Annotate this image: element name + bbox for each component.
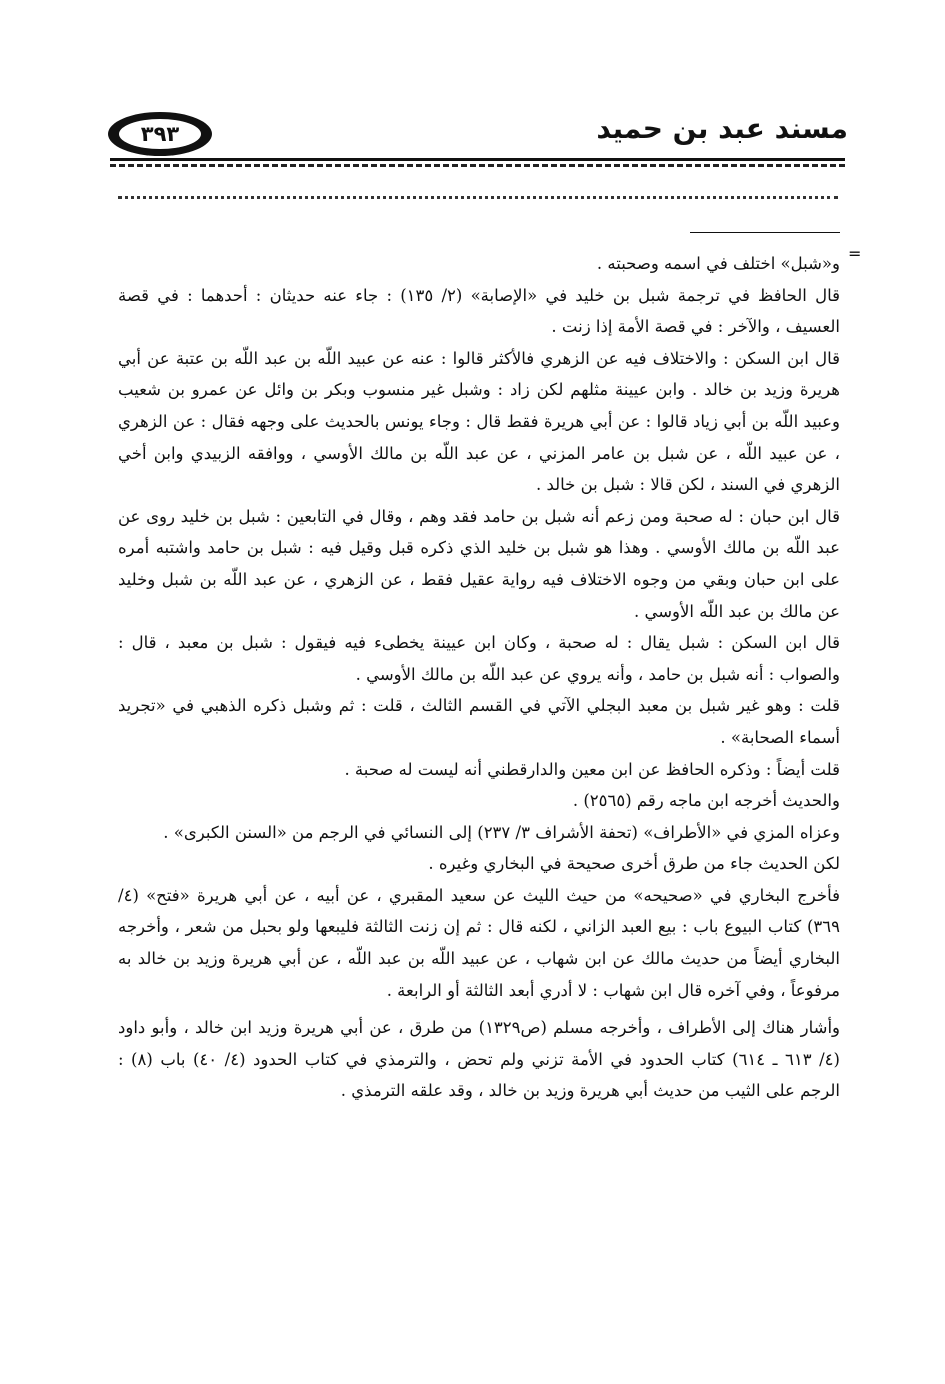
paragraph: قال ابن حبان : له صحبة ومن زعم أنه شبل بن حامد فقد وهم ، وقال في التابعين : شبل بن خليد روى عن عبد اللّه بن مالك الأوسي . وهذا هو شبل بن خليد الذي ذكره قبل وقيل فيه : شبل بن حامد واشتبه أمره على ابن حبان وبقي من وجوه الاختلاف فيه رواية عقيل فقط ، عن الزهري ، عن عبد اللّه بن شبل وخليد عن مالك بن عبد اللّه الأوسي . [118, 506, 840, 621]
paragraph: والحديث أخرجه ابن ماجه رقم (٢٥٦٥) . [572, 791, 840, 811]
paragraph: لكن الحديث جاء من طرق أخرى صحيحة في البخاري وغيره . [428, 854, 840, 874]
page-header [108, 108, 848, 160]
continuation-mark: = [848, 244, 862, 263]
paragraph: وعزاه المزي في «الأطراف» (تحفة الأشراف ٣/ ٢٣٧) إلى النسائي في الرجم من «السنن الكبرى» . [163, 822, 840, 842]
page-number: ٣٩٣ [119, 119, 201, 149]
footnote-rule [690, 232, 840, 233]
header-dashed-rule [110, 164, 845, 167]
dotted-separator [118, 196, 838, 219]
header-rule [110, 158, 845, 161]
paragraph: وأشار هناك إلى الأطراف ، وأخرجه مسلم (ص١٣٢٩) من طرق ، عن أبي هريرة وزيد ابن خالد ، وأبو داود (٤/ ٦١٣ ـ ٦١٤) كتاب الحدود في الأمة تزني ولم تحض ، والترمذي في كتاب الحدود (٤/ ٤٠) باب (٨) : الرجم على الثيب من حديث أبي هريرة وزيد بن خالد ، وقد علقه الترمذي . [118, 1018, 841, 1101]
paragraph: قال ابن السكن : شبل يقال : له صحبة ، وكان ابن عيينة يخطىء فيه فيقول : شبل بن معبد ، قال : والصواب : أنه شبل بن حامد ، وأنه يروي عن عبد اللّه بن مالك الأوسي . [118, 633, 840, 684]
paragraph: و«شبل» اختلف في اسمه وصحبته . [596, 254, 840, 273]
paragraph: قلت أيضاً : وذكره الحافظ عن ابن معين والدارقطني أنه ليست له صحبة . [344, 759, 840, 779]
paragraph: قلت : وهو غير شبل بن معبد البجلي الآتي في القسم الثالث ، قلت : ثم وشبل ذكره الذهبي في «تجريد أسماء الصحابة» . [118, 696, 840, 747]
paragraph: فأخرج البخاري في «صحيحه» من حيث الليث عن سعيد المقبري ، عن أبيه ، عن أبي هريرة «فتح» (٤/ ٣٦٩) كتاب البيوع باب : بيع العبد الزاني ، لكنه قال : ثم إن زنت الثالثة فليبعها ولو بحبل من شعر ، وأخرجه البخاري أيضاً من حديث مالك عن ابن شهاب ، عن عبيد اللّه بن عبد اللّه ، عن أبي هريرة وزيد بن خالد به مرفوعاً ، وفي آخره قال ابن شهاب : لا أدري أبعد الثالثة أو الرابعة . [118, 885, 840, 1000]
page-number-badge [108, 112, 212, 156]
book-title: مسند عبد بن حميد [596, 112, 848, 145]
paragraph: قال ابن السكن : والاختلاف فيه عن الزهري فالأكثر قالوا : عنه عن عبيد اللّه بن عبد اللّه بن عتبة عن أبي هريرة وزيد بن خالد . وابن عيينة مثلهم لكن زاد : وشبل غير منسوب وبكر بن وائل عن عمرو بن شعيب وعبيد اللّه بن أبي زياد قالوا : عن أبي هريرة فقط قال : وجاء يونس بالحديث على وجهه فقال : عن الزهري ، عن عبيد اللّه ، عن شبل بن عامر المزني ، عن عبد اللّه بن مالك الأوسي ، ووافقه الزبيدي وابن أخي الزهري في السند ، لكن قالا : شبل بن خالد . [118, 348, 840, 495]
footnote-body [118, 248, 840, 1107]
paragraph: قال الحافظ في ترجمة شبل بن خليد في «الإصابة» (٢/ ١٣٥) : جاء عنه حديثان : أحدهما : في قصة العسيف ، والآخر : في قصة الأمة إذا زنت . [118, 285, 840, 337]
